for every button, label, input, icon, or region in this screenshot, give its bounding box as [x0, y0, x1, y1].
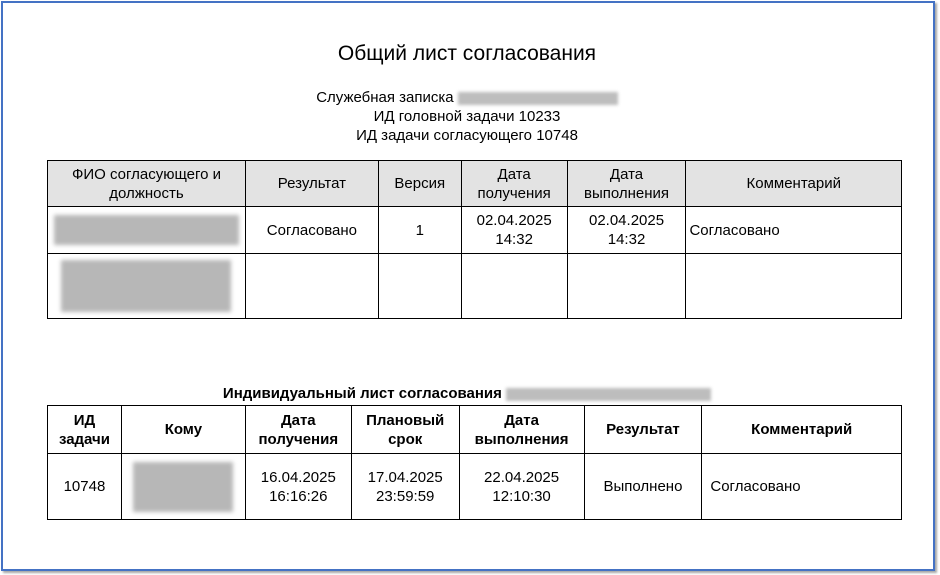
version-cell: 1: [378, 207, 461, 254]
result-cell: [245, 254, 378, 319]
individual-section-title: [0, 385, 934, 402]
header-cell: ИД задачи: [48, 406, 122, 454]
completed-date-cell: [567, 254, 686, 319]
header-cell: Дата выполнения: [459, 406, 584, 454]
header-cell: Дата получения: [245, 406, 351, 454]
header-cell: Дата выполнения: [567, 161, 686, 207]
header-cell: Комментарий: [686, 161, 902, 207]
memo-line: [0, 89, 934, 106]
comment-cell: Согласовано: [686, 207, 902, 254]
header-cell: Комментарий: [702, 406, 902, 454]
header-cell: Плановый срок: [351, 406, 459, 454]
individual-approval-table: [47, 405, 902, 520]
version-cell: [378, 254, 461, 319]
table-row: [48, 454, 902, 520]
approver-name-cell: [48, 207, 246, 254]
header-cell: Кому: [121, 406, 245, 454]
deadline-cell: 17.04.2025 23:59:59: [351, 454, 459, 520]
redacted-individual-name: [506, 388, 711, 401]
head-task-id: ИД головной задачи 10233: [373, 108, 561, 125]
completed-date-cell: 02.04.2025 14:32: [567, 207, 686, 254]
redacted-approver-name: [61, 260, 231, 312]
table-row: [48, 254, 902, 319]
redacted-memo-name: [458, 92, 618, 105]
comment-cell: [686, 254, 902, 319]
comment-cell: Согласовано: [702, 454, 902, 520]
received-date-cell: 02.04.2025 14:32: [461, 207, 567, 254]
general-approval-table: [47, 160, 902, 319]
header-cell: ФИО согласующего и должность: [48, 161, 246, 207]
received-date-cell: 16.04.2025 16:16:26: [245, 454, 351, 520]
individual-title: Индивидуальный лист согласования: [222, 385, 502, 402]
approver-name-cell: [48, 254, 246, 319]
table-row: [48, 207, 902, 254]
table-header-row: [48, 161, 902, 207]
result-cell: Согласовано: [245, 207, 378, 254]
header-cell: Результат: [245, 161, 378, 207]
result-cell: Выполнено: [584, 454, 702, 520]
redacted-approver-name: [54, 215, 239, 245]
document-title: Общий лист согласования: [337, 42, 597, 65]
header-cell: Дата получения: [461, 161, 567, 207]
approver-task-id: ИД задачи согласующего 10748: [356, 127, 578, 144]
task-id-cell: 10748: [48, 454, 122, 520]
recipient-cell: [121, 454, 245, 520]
table-header-row: [48, 406, 902, 454]
redacted-recipient-name: [133, 462, 233, 512]
received-date-cell: [461, 254, 567, 319]
header-cell: Версия: [378, 161, 461, 207]
header-cell: Результат: [584, 406, 702, 454]
completed-date-cell: 22.04.2025 12:10:30: [459, 454, 584, 520]
memo-label: Служебная записка: [316, 89, 454, 106]
